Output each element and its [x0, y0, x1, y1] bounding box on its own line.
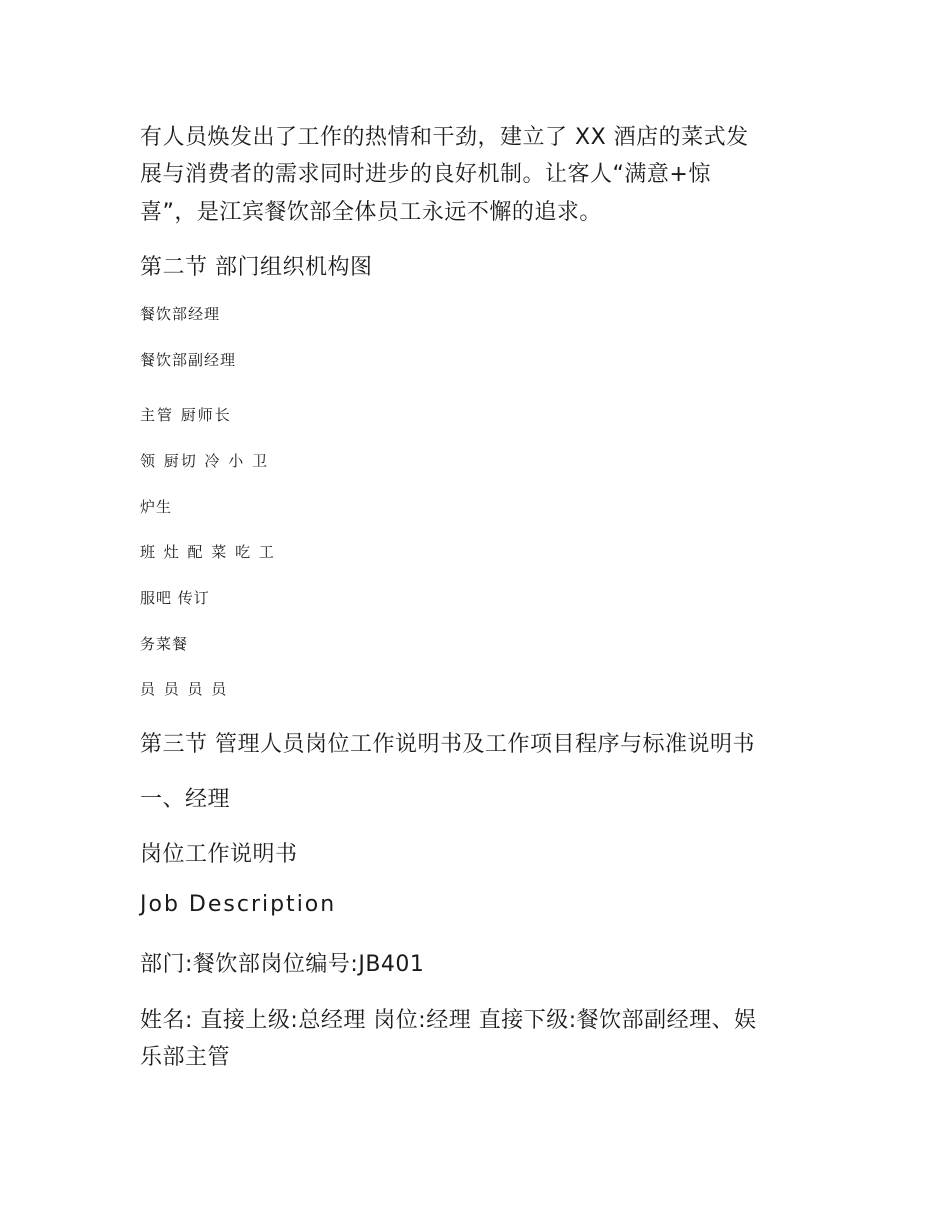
- org-chart-row-2: 餐饮部副经理: [140, 351, 237, 369]
- org-chart-row-4: 领 厨切 冷 小 卫: [140, 452, 270, 470]
- intro-paragraph-line-1: 有人员焕发出了工作的热情和干劲，建立了 XX 酒店的菜式发: [140, 125, 749, 150]
- job-description-title-cn: 岗位工作说明书: [140, 842, 298, 867]
- org-chart-row-3: 主管 厨师长: [140, 406, 232, 424]
- info-line-1: 姓名: 直接上级:总经理 岗位:经理 直接下级:餐饮部副经理、娱: [140, 1008, 757, 1033]
- info-line-2: 乐部主管: [140, 1045, 231, 1070]
- intro-paragraph-line-2: 展与消费者的需求同时进步的良好机制。让客人“满意+惊: [140, 162, 711, 187]
- org-chart-row-7: 服吧 传订: [140, 589, 210, 607]
- section-3-heading: 第三节 管理人员岗位工作说明书及工作项目程序与标准说明书: [140, 732, 755, 757]
- org-chart-row-5: 炉生: [140, 498, 173, 516]
- org-chart-row-9: 员 员 员 员: [140, 680, 229, 698]
- manager-heading: 一、经理: [140, 787, 231, 812]
- org-chart-row-1: 餐饮部经理: [140, 305, 221, 323]
- section-2-heading: 第二节 部门组织机构图: [140, 255, 373, 280]
- intro-paragraph-line-3: 喜”，是江宾餐饮部全体员工永远不懈的追求。: [140, 200, 602, 225]
- job-description-title-en: Job Description: [140, 892, 337, 917]
- org-chart-row-8: 务菜餐: [140, 635, 189, 653]
- department-line: 部门:餐饮部岗位编号:JB401: [140, 952, 425, 977]
- org-chart-row-6: 班 灶 配 菜 吃 工: [140, 543, 276, 561]
